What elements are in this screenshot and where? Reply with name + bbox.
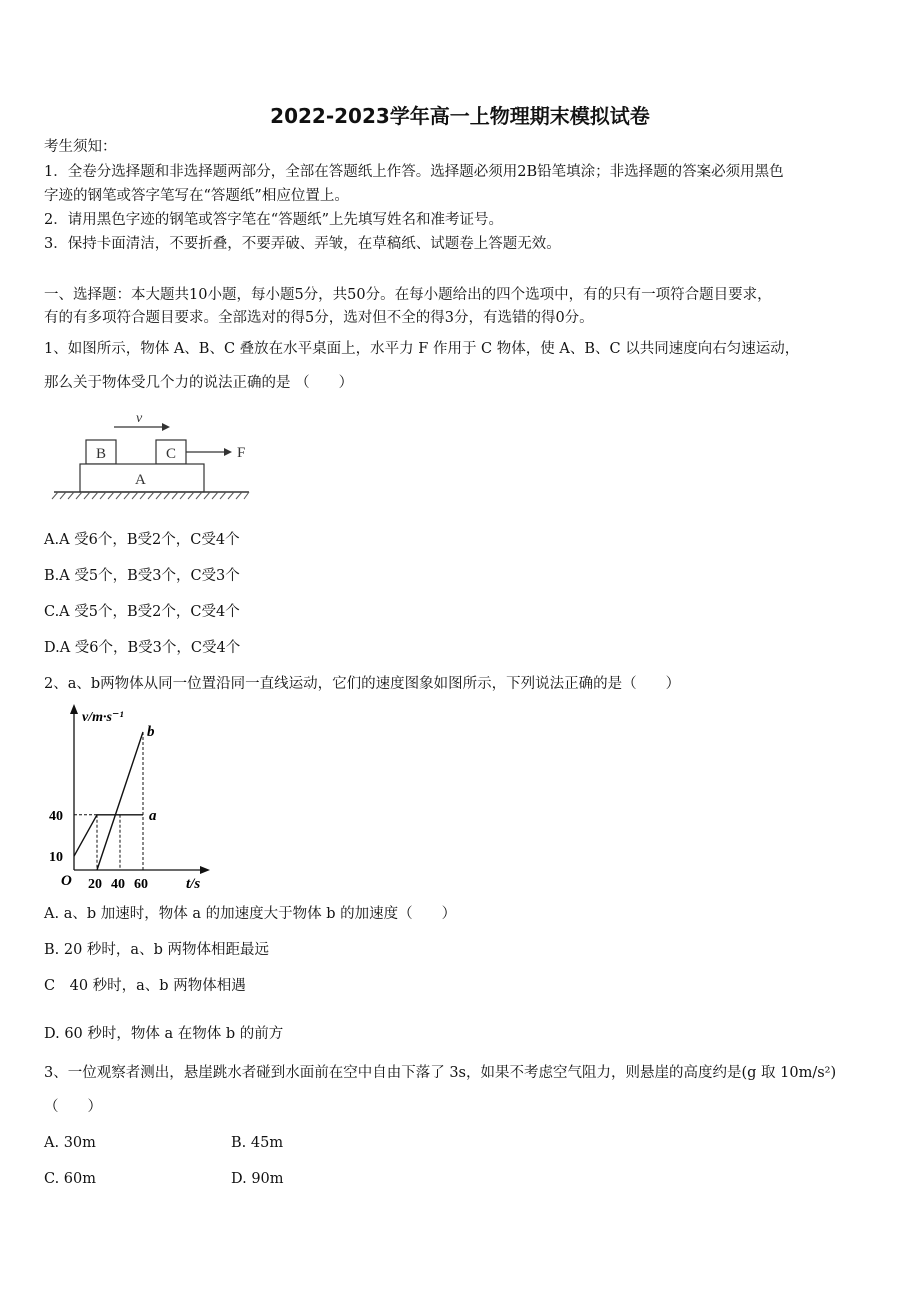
table-hatching xyxy=(52,492,249,499)
question-2-option-b: B. 20 秒时，a、b 两物体相距最远 xyxy=(44,942,269,958)
velocity-arrowhead xyxy=(162,423,170,431)
question-1-option-b: B.A 受5个，B受3个，C受3个 xyxy=(44,568,240,584)
origin-label: O xyxy=(61,873,72,889)
question-1-stem: 1、如图所示，物体 A、B、C 叠放在水平桌面上，水平力 F 作用于 C 物体，使 A、B、C 以共同速度向右匀速运动， xyxy=(44,341,800,357)
question-1-option-a: A.A 受6个，B受2个，C受4个 xyxy=(44,532,240,548)
question-1-option-d: D.A 受6个，B受3个，C受4个 xyxy=(44,640,241,656)
x-axis-label: t/s xyxy=(186,876,201,892)
series-label-b: b xyxy=(147,724,155,740)
question-1-option-c: C.A 受5个，B受2个，C受4个 xyxy=(44,604,240,620)
question-3-option-d: D. 90m xyxy=(231,1171,284,1187)
force-arrowhead xyxy=(224,448,232,456)
question-2-option-c: C 40 秒时，a、b 两物体相遇 xyxy=(44,978,246,994)
y-axis-label: v/m·s⁻¹ xyxy=(82,710,124,725)
page-title: 2022-2023学年高一上物理期末模拟试卷 xyxy=(270,104,650,128)
block-c-label: C xyxy=(166,446,177,462)
notice-heading: 考生须知： xyxy=(44,139,117,155)
velocity-label: v xyxy=(136,411,143,426)
question-1-figure xyxy=(44,408,264,508)
x-tick-label-60: 60 xyxy=(134,877,148,892)
question-2-option-d: D. 60 秒时，物体 a 在物体 b 的前方 xyxy=(44,1026,284,1042)
question-2-vt-chart xyxy=(44,702,234,894)
question-3-stem: 3、一位观察者测出，悬崖跳水者碰到水面前在空中自由下落了 3s，如果不考虑空气阻力，则悬崖的高度约是(g 取 10m/s²) xyxy=(44,1065,837,1081)
question-3-option-a: A. 30m xyxy=(44,1135,96,1151)
notice-item-3: 3．保持卡面清洁，不要折叠，不要弄破、弄皱，在草稿纸、试题卷上答题无效。 xyxy=(44,236,561,252)
force-label: F xyxy=(237,445,246,461)
x-tick-label-20: 20 xyxy=(88,877,102,892)
series-line-b xyxy=(97,732,143,870)
block-a-label: A xyxy=(135,472,146,488)
question-2-stem: 2、a、b两物体从同一位置沿同一直线运动，它们的速度图象如图所示，下列说法正确的是（ ） xyxy=(44,676,681,692)
question-1-stem-cont: 那么关于物体受几个力的说法正确的是 （ ） xyxy=(44,375,354,391)
x-tick-label-40: 40 xyxy=(111,877,125,892)
series-label-a: a xyxy=(149,807,157,824)
notice-item-2: 2．请用黑色字迹的钢笔或答字笔在“答题纸”上先填写姓名和准考证号。 xyxy=(44,212,504,228)
section-instructions-cont: 有的有多项符合题目要求。全部选对的得5分，选对但不全的得3分，有选错的得0分。 xyxy=(44,310,594,326)
question-3-stem-cont: （ ） xyxy=(44,1099,102,1115)
block-b-label: B xyxy=(96,446,107,462)
notice-item-1-cont: 字迹的钢笔或答字笔写在“答题纸”相应位置上。 xyxy=(44,188,349,204)
x-axis-arrowhead xyxy=(200,866,210,874)
question-2-option-a: A. a、b 加速时，物体 a 的加速度大于物体 b 的加速度（ ） xyxy=(44,906,457,922)
notice-item-1: 1．全卷分选择题和非选择题两部分，全部在答题纸上作答。选择题必须用2B铅笔填涂；非选择题的答案必须用黑色 xyxy=(44,164,784,180)
y-axis-arrowhead xyxy=(70,704,78,714)
question-3-option-b: B. 45m xyxy=(231,1135,284,1151)
y-tick-label-40: 40 xyxy=(49,808,63,824)
question-3-option-c: C. 60m xyxy=(44,1171,96,1187)
section-instructions: 一、选择题：本大题共10小题，每小题5分，共50分。在每小题给出的四个选项中，有的只有一项符合题目要求， xyxy=(44,287,772,303)
y-tick-label-10: 10 xyxy=(49,850,63,866)
